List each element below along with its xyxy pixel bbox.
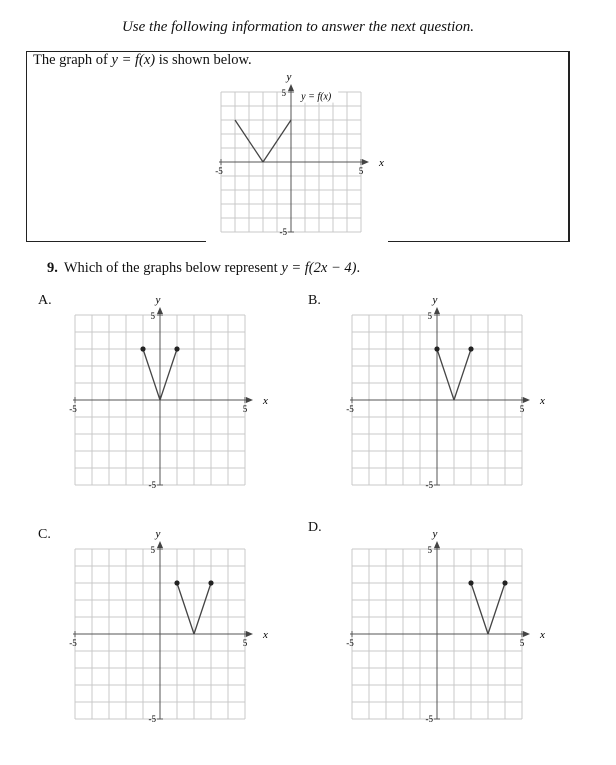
x-tick-label-left: -5 (69, 404, 77, 414)
x-axis-arrow-icon (523, 631, 530, 637)
x-tick-label-right: 5 (358, 166, 364, 176)
question-suffix: . (356, 260, 361, 276)
option-a-graph[interactable] (49, 289, 271, 511)
endpoint-right (502, 580, 507, 585)
option-b-label[interactable]: B. (308, 293, 321, 308)
endpoint-right (174, 346, 179, 351)
info-box-divider-left (26, 241, 206, 242)
info-equation: y = f(x) (111, 52, 156, 68)
y-axis-arrow-icon (434, 307, 440, 314)
x-tick-label-left: -5 (215, 166, 223, 176)
y-tick-label-top: 5 (427, 545, 432, 555)
endpoint-left (174, 580, 179, 585)
option-d-label[interactable]: D. (308, 520, 322, 535)
info-box-divider-right (388, 241, 570, 242)
y-tick-label-bottom: -5 (148, 714, 156, 724)
y-axis-label: y (155, 294, 161, 306)
given-graph (195, 66, 387, 258)
x-tick-label-left: -5 (346, 638, 354, 648)
x-tick-label-right: 5 (519, 404, 525, 414)
y-tick-label-bottom: -5 (425, 480, 433, 490)
question-number: 9. (47, 260, 58, 276)
endpoint-left (468, 580, 473, 585)
y-tick-label-top: 5 (281, 88, 286, 98)
x-tick-label-left: -5 (346, 404, 354, 414)
x-axis-arrow-icon (246, 397, 253, 403)
y-axis-label: y (286, 71, 292, 83)
graph-segment (160, 349, 177, 400)
x-tick-label-right: 5 (242, 638, 248, 648)
graph-segment (437, 349, 454, 400)
x-tick-label-right: 5 (242, 404, 248, 414)
graph-segment (488, 583, 505, 634)
x-axis-label: x (540, 629, 545, 641)
y-tick-label-top: 5 (150, 545, 155, 555)
y-axis-label: y (155, 528, 161, 540)
graph-equation-label: y = f(x) (301, 91, 332, 103)
y-axis-arrow-icon (434, 541, 440, 548)
info-box-right-edge (569, 51, 570, 242)
y-axis-arrow-icon (157, 307, 163, 314)
option-c-graph[interactable] (49, 523, 271, 745)
question-9 (47, 260, 360, 277)
option-c-label[interactable]: C. (38, 527, 51, 542)
graph-segment (454, 349, 471, 400)
x-axis-label: x (263, 395, 268, 407)
question-equation: y = f(2x − 4) (281, 260, 357, 276)
y-tick-label-bottom: -5 (148, 480, 156, 490)
x-axis-label: x (540, 395, 545, 407)
graph-segment (194, 583, 211, 634)
x-axis-label: x (379, 157, 384, 169)
x-axis-arrow-icon (362, 159, 369, 165)
option-d-graph[interactable] (326, 523, 548, 745)
y-tick-label-top: 5 (427, 311, 432, 321)
x-axis-arrow-icon (523, 397, 530, 403)
question-prefix: Which of the graphs below represent (63, 260, 282, 276)
instruction-text: Use the following information to answer the next question. (121, 19, 475, 35)
info-suffix: is shown below. (155, 52, 252, 68)
x-axis-label: x (263, 629, 268, 641)
y-axis-label: y (432, 294, 438, 306)
x-tick-label-left: -5 (69, 638, 77, 648)
y-axis-arrow-icon (288, 84, 294, 91)
y-tick-label-bottom: -5 (425, 714, 433, 724)
y-axis-arrow-icon (157, 541, 163, 548)
info-prefix: The graph of (33, 52, 112, 68)
x-tick-label-right: 5 (519, 638, 525, 648)
y-axis-label: y (432, 528, 438, 540)
x-axis-arrow-icon (246, 631, 253, 637)
endpoint-left (140, 346, 145, 351)
option-a-label[interactable]: A. (38, 293, 52, 308)
graph-segment (143, 349, 160, 400)
endpoint-right (208, 580, 213, 585)
graph-segment (471, 583, 488, 634)
endpoint-right (468, 346, 473, 351)
endpoint-left (434, 346, 439, 351)
graph-segment (177, 583, 194, 634)
option-b-graph[interactable] (326, 289, 548, 511)
y-tick-label-bottom: -5 (279, 227, 287, 237)
y-tick-label-top: 5 (150, 311, 155, 321)
